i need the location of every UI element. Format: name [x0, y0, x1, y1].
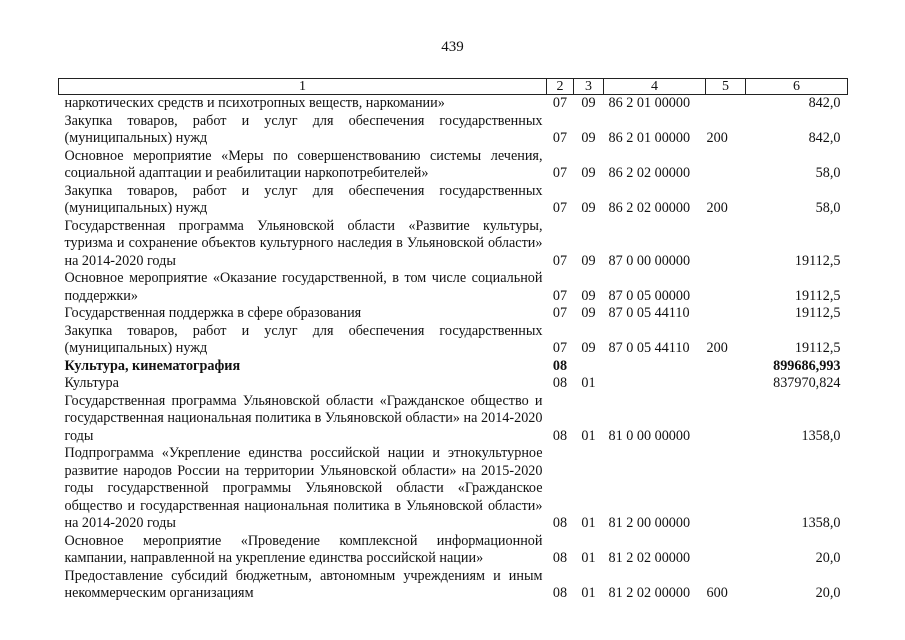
row-subsection: 01 [581, 515, 596, 531]
row-expense-type: 200 [706, 200, 728, 216]
table-row [59, 533, 848, 568]
row-section: 08 [552, 550, 568, 566]
table-row [59, 375, 848, 393]
row-amount: 837970,824 [773, 375, 841, 391]
table-row [59, 445, 848, 533]
table-header [59, 79, 848, 95]
row-target-article: 81 2 02 00000 [608, 550, 691, 566]
row-section: 07 [552, 165, 568, 181]
row-section: 07 [552, 252, 568, 269]
row-expense-type [706, 393, 746, 446]
header-col-3: 3 [574, 79, 604, 95]
row-name: Закупка товаров, работ и услуг для обеспечения государственных (муниципальных) нужд [64, 112, 543, 146]
row-expense-type [706, 445, 746, 533]
row-section: 07 [552, 130, 568, 146]
row-expense-type [706, 148, 746, 183]
row-target-article: 81 2 02 00000 [608, 585, 691, 601]
row-subsection: 09 [581, 287, 596, 304]
row-name: наркотических средств и психотропных веществ, наркомании» [64, 95, 445, 111]
header-col-6: 6 [746, 79, 848, 95]
row-subsection: 09 [581, 130, 596, 146]
table-row [59, 95, 848, 113]
row-name: Культура, кинематография [64, 357, 241, 374]
row-name: Предоставление субсидий бюджетным, автономным учреждениям и иным некоммерческим организациям [64, 567, 543, 601]
row-amount: 20,0 [815, 550, 841, 566]
row-name: Государственная программа Ульяновской области «Развитие культуры, туризма и сохранение объектов культурного наследия в Ульяновской области» на 2014-2020 годы [64, 217, 543, 269]
row-section: 08 [552, 585, 568, 601]
row-section: 07 [552, 287, 568, 304]
row-target-article: 81 0 00 00000 [608, 427, 691, 444]
row-amount: 58,0 [815, 165, 841, 181]
row-section: 07 [552, 305, 568, 321]
row-expense-type: 200 [706, 130, 728, 146]
header-col-5: 5 [706, 79, 746, 95]
row-expense-type [706, 218, 746, 271]
row-name: Государственная поддержка в сфере образования [64, 305, 362, 321]
budget-table [58, 78, 848, 603]
row-target-article: 86 2 02 00000 [608, 165, 691, 181]
row-name: Основное мероприятие «Оказание государственной, в том числе социальной поддержки» [64, 270, 543, 304]
row-subsection: 09 [581, 305, 596, 321]
row-section: 07 [552, 200, 568, 216]
row-name: Закупка товаров, работ и услуг для обеспечения государственных (муниципальных) нужд [64, 322, 543, 356]
row-section: 08 [552, 357, 568, 374]
table-row [59, 393, 848, 446]
row-subsection [574, 358, 604, 376]
header-row [59, 79, 848, 95]
row-name: Культура [64, 375, 119, 391]
table-row [59, 568, 848, 603]
row-subsection: 01 [581, 375, 596, 391]
row-subsection: 09 [581, 200, 596, 216]
row-target-article: 86 2 01 00000 [608, 95, 691, 111]
row-amount: 19112,5 [794, 252, 841, 269]
row-section: 08 [552, 515, 568, 531]
row-expense-type [706, 358, 746, 376]
table-row [59, 148, 848, 183]
row-subsection: 09 [581, 252, 596, 269]
row-target-article: 87 0 05 00000 [608, 287, 691, 304]
header-col-1: 1 [59, 79, 547, 95]
row-expense-type [706, 375, 746, 393]
row-name: Основное мероприятие «Меры по совершенствованию системы лечения, социальной адаптации и реабилитации наркопотребителей» [64, 147, 543, 181]
table-row [59, 305, 848, 323]
page-number: 439 [441, 39, 464, 55]
row-target-article: 87 0 00 00000 [608, 252, 691, 269]
row-amount: 842,0 [808, 130, 841, 146]
row-name: Закупка товаров, работ и услуг для обеспечения государственных (муниципальных) нужд [64, 182, 543, 216]
row-name: Подпрограмма «Укрепление единства российской нации и этнокультурное развитие народов России на территории Ульяновской области» на 2015-2020 годы государственной программы Ульяновской области «Гражданское общество и государственная национальная политика в Ульяновской области» на 2014-2020 годы [64, 445, 543, 531]
row-target-article: 87 0 05 44110 [608, 340, 690, 356]
row-section: 08 [552, 375, 568, 391]
row-expense-type: 600 [706, 585, 728, 601]
row-target-article: 87 0 05 44110 [608, 305, 690, 321]
table-row [59, 183, 848, 218]
row-expense-type [706, 533, 746, 568]
row-section: 07 [552, 340, 568, 356]
row-subsection: 09 [581, 95, 596, 111]
row-subsection: 01 [581, 550, 596, 566]
row-amount: 899686,993 [773, 357, 841, 374]
row-expense-type [706, 305, 746, 323]
table-row [59, 323, 848, 358]
row-amount: 1358,0 [801, 427, 841, 444]
row-amount: 19112,5 [794, 287, 841, 304]
row-subsection: 09 [581, 340, 596, 356]
row-section: 07 [552, 95, 568, 111]
row-amount: 1358,0 [801, 515, 841, 531]
row-target-article [604, 375, 706, 393]
table-body [59, 95, 848, 603]
row-target-article: 86 2 01 00000 [608, 130, 691, 146]
row-target-article [604, 358, 706, 376]
row-expense-type: 200 [706, 340, 728, 356]
table-row [59, 270, 848, 305]
header-col-4: 4 [604, 79, 706, 95]
row-amount: 19112,5 [794, 305, 841, 321]
row-amount: 19112,5 [794, 340, 841, 356]
row-expense-type [706, 95, 746, 113]
table-row [59, 218, 848, 271]
row-name: Основное мероприятие «Проведение комплексной информационной кампании, направленной на укрепление единства российской нации» [64, 532, 543, 566]
row-amount: 842,0 [808, 95, 841, 111]
row-section: 08 [552, 427, 568, 444]
row-name: Государственная программа Ульяновской области «Гражданское общество и государственная национальная политика в Ульяновской области» на 2014-2020 годы [64, 392, 543, 444]
header-col-2: 2 [547, 79, 574, 95]
table-row [59, 113, 848, 148]
table-row-section-heading [59, 358, 848, 376]
row-amount: 58,0 [815, 200, 841, 216]
row-subsection: 01 [581, 585, 596, 601]
row-subsection: 01 [581, 427, 596, 444]
row-subsection: 09 [581, 165, 596, 181]
row-amount: 20,0 [815, 585, 841, 601]
row-target-article: 81 2 00 00000 [608, 515, 691, 531]
row-target-article: 86 2 02 00000 [608, 200, 691, 216]
row-expense-type [706, 270, 746, 305]
